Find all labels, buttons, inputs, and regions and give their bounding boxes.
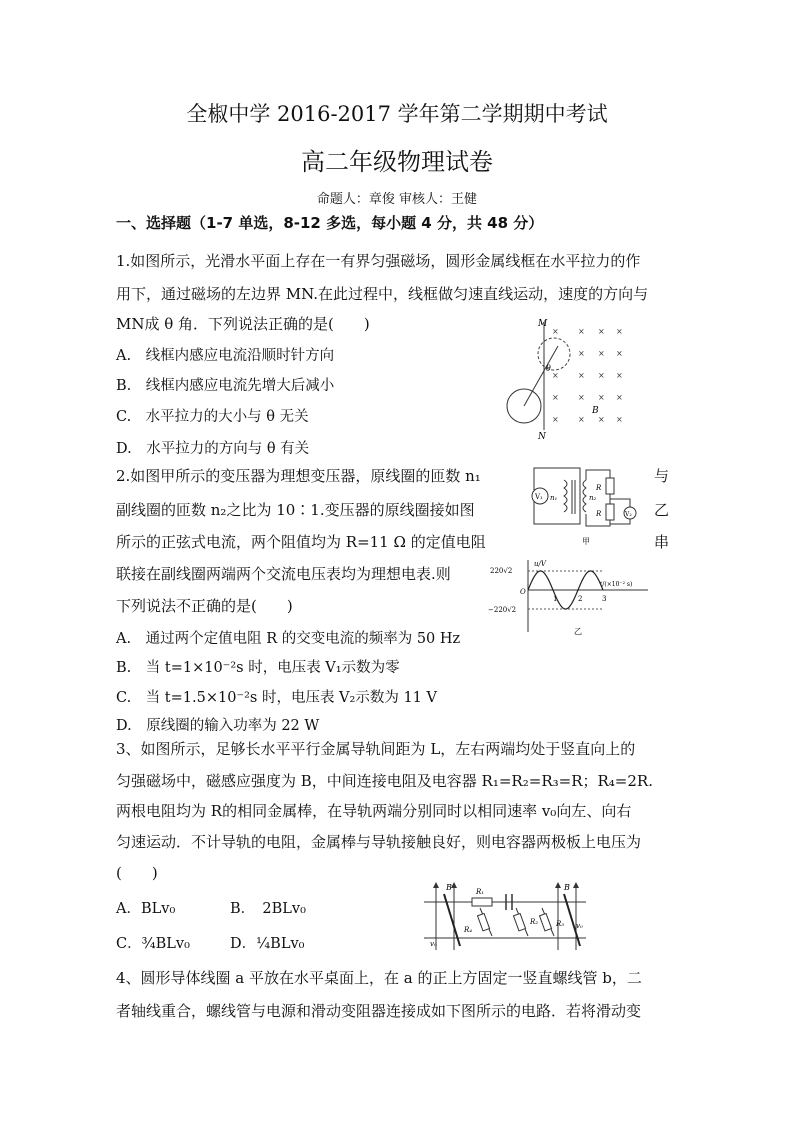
svg-text:O: O	[520, 588, 526, 596]
q2-option-c: C. 当 t=1.5×10⁻²s 时，电压表 V₂示数为 11 V	[116, 690, 437, 706]
q1-option-b: B. 线框内感应电流先增大后减小	[116, 378, 335, 394]
svg-text:乙: 乙	[574, 627, 582, 636]
q1-line-1: 1.如图所示，光滑水平面上存在一有界匀强磁场，圆形金属线框在水平拉力的作	[116, 252, 641, 270]
q3-line-4: 匀速运动．不计导轨的电阻，金属棒与导轨接触良好，则电容器两极板上电压为	[116, 833, 642, 851]
svg-text:2: 2	[578, 595, 583, 603]
svg-text:×: ×	[578, 415, 585, 424]
svg-text:B: B	[564, 883, 570, 892]
svg-text:×: ×	[598, 349, 605, 358]
svg-text:×: ×	[552, 371, 559, 380]
section-heading: 一、选择题（1-7 单选，8-12 多选，每小题 4 分，共 48 分）	[116, 214, 544, 232]
q3-option-d: D．¼BLv₀	[230, 936, 305, 952]
svg-text:V₁: V₁	[535, 493, 543, 501]
svg-text:×: ×	[616, 327, 623, 336]
svg-text:×: ×	[598, 327, 605, 336]
svg-text:×: ×	[616, 415, 623, 424]
q2-line-4: 联接在副线圈两端两个交流电压表均为理想电表.则	[116, 565, 451, 583]
q2-right-char-3: 串	[654, 533, 670, 551]
q3-line-3: 两根电阻均为 R的相同金属棒，在导轨两端分别同时以相同速率 v₀向左、向右	[116, 802, 632, 820]
svg-text:v₀: v₀	[430, 940, 437, 948]
svg-text:×: ×	[616, 349, 623, 358]
svg-text:n₁: n₁	[550, 494, 558, 502]
q2-line-5: 下列说法不正确的是( )	[116, 597, 293, 615]
q1-magnetic-field-figure	[500, 316, 630, 442]
svg-text:×: ×	[616, 371, 623, 380]
svg-text:×: ×	[552, 327, 559, 336]
q4-line-2: 者轴线重合，螺线管与电源和滑动变阻器连接成如下图所示的电路．若将滑动变	[116, 1002, 642, 1020]
svg-text:V₂: V₂	[625, 511, 632, 518]
q3-rail-circuit-figure	[420, 880, 590, 954]
svg-text:3: 3	[602, 595, 607, 603]
exam-title: 全椒中学 2016-2017 学年第二学期期中考试	[186, 102, 608, 126]
q1-option-d: D. 水平拉力的方向与 θ 有关	[116, 441, 310, 457]
svg-text:θ: θ	[546, 364, 551, 373]
svg-text:R₃: R₃	[556, 920, 565, 928]
q3-option-c: C．¾BLv₀	[116, 936, 190, 952]
svg-text:1: 1	[553, 595, 558, 603]
svg-text:−220√2: −220√2	[488, 606, 517, 614]
q2-line-2: 副线圈的匝数 n₂之比为 10∶1.变压器的原线圈接如图	[116, 501, 475, 519]
svg-text:×: ×	[552, 393, 559, 402]
exam-subtitle: 高二年级物理试卷	[301, 148, 493, 176]
q3-line-2: 匀强磁场中，磁感应强度为 B，中间连接电阻及电容器 R₁=R₂=R₃=R；R₄=2R.	[116, 772, 653, 790]
svg-text:B: B	[592, 406, 599, 416]
svg-text:u/V: u/V	[534, 560, 546, 568]
q2-right-char-2: 乙	[654, 501, 670, 519]
q2-transformer-figure	[526, 462, 644, 548]
svg-text:×: ×	[578, 327, 585, 336]
q2-option-d: D. 原线圈的输入功率为 22 W	[116, 718, 320, 734]
q3-line-1: 3、如图所示，足够长水平平行金属导轨间距为 L，左右两端均处于竖直向上的	[116, 740, 636, 758]
svg-text:×: ×	[598, 393, 605, 402]
svg-text:n₂: n₂	[589, 494, 597, 502]
q2-right-char-1: 与	[654, 467, 670, 485]
svg-text:×: ×	[578, 349, 585, 358]
svg-text:220√2: 220√2	[490, 567, 513, 575]
q2-line-3: 所示的正弦式电流，两个阻值均为 R=11 Ω 的定值电阻	[116, 533, 486, 551]
svg-text:×: ×	[578, 393, 585, 402]
svg-text:M: M	[538, 319, 548, 329]
q2-option-b: B. 当 t=1×10⁻²s 时，电压表 V₁示数为零	[116, 660, 400, 676]
svg-text:t/(×10⁻² s): t/(×10⁻² s)	[600, 581, 633, 588]
svg-text:×: ×	[598, 415, 605, 424]
svg-text:甲: 甲	[582, 537, 590, 546]
svg-text:R: R	[596, 484, 602, 492]
svg-text:v₀: v₀	[576, 922, 583, 930]
authors-line: 命题人：章俊 审核人：王健	[316, 192, 478, 207]
q1-line-3: MN成 θ 角．下列说法正确的是( )	[116, 315, 370, 333]
q1-option-a: A. 线框内感应电流沿顺时针方向	[116, 348, 335, 364]
q4-line-1: 4、圆形导体线圈 a 平放在水平桌面上，在 a 的正上方固定一竖直螺线管 b，二	[116, 969, 642, 987]
svg-text:×: ×	[552, 415, 559, 424]
q2-line-1: 2.如图甲所示的变压器为理想变压器，原线圈的匝数 n₁	[116, 467, 481, 485]
svg-text:R: R	[596, 510, 602, 518]
q1-line-2: 用下，通过磁场的左边界 MN.在此过程中，线框做匀速直线运动，速度的方向与	[116, 285, 649, 303]
svg-text:×: ×	[616, 393, 623, 402]
svg-text:R₄: R₄	[464, 926, 473, 934]
svg-text:N: N	[538, 432, 546, 442]
svg-text:R₁: R₁	[476, 888, 485, 896]
q3-line-5: ( )	[116, 864, 158, 882]
q1-option-c: C. 水平拉力的大小与 θ 无关	[116, 409, 309, 425]
q2-sine-voltage-graph	[488, 556, 656, 638]
q2-option-a: A. 通过两个定值电阻 R 的交变电流的频率为 50 Hz	[116, 631, 461, 647]
q3-option-a: A．BLv₀	[116, 901, 176, 917]
svg-text:R₂: R₂	[530, 918, 539, 926]
svg-text:×: ×	[578, 371, 585, 380]
svg-text:B: B	[446, 883, 452, 892]
svg-text:×: ×	[598, 371, 605, 380]
q3-option-b: B． 2BLv₀	[230, 901, 306, 917]
